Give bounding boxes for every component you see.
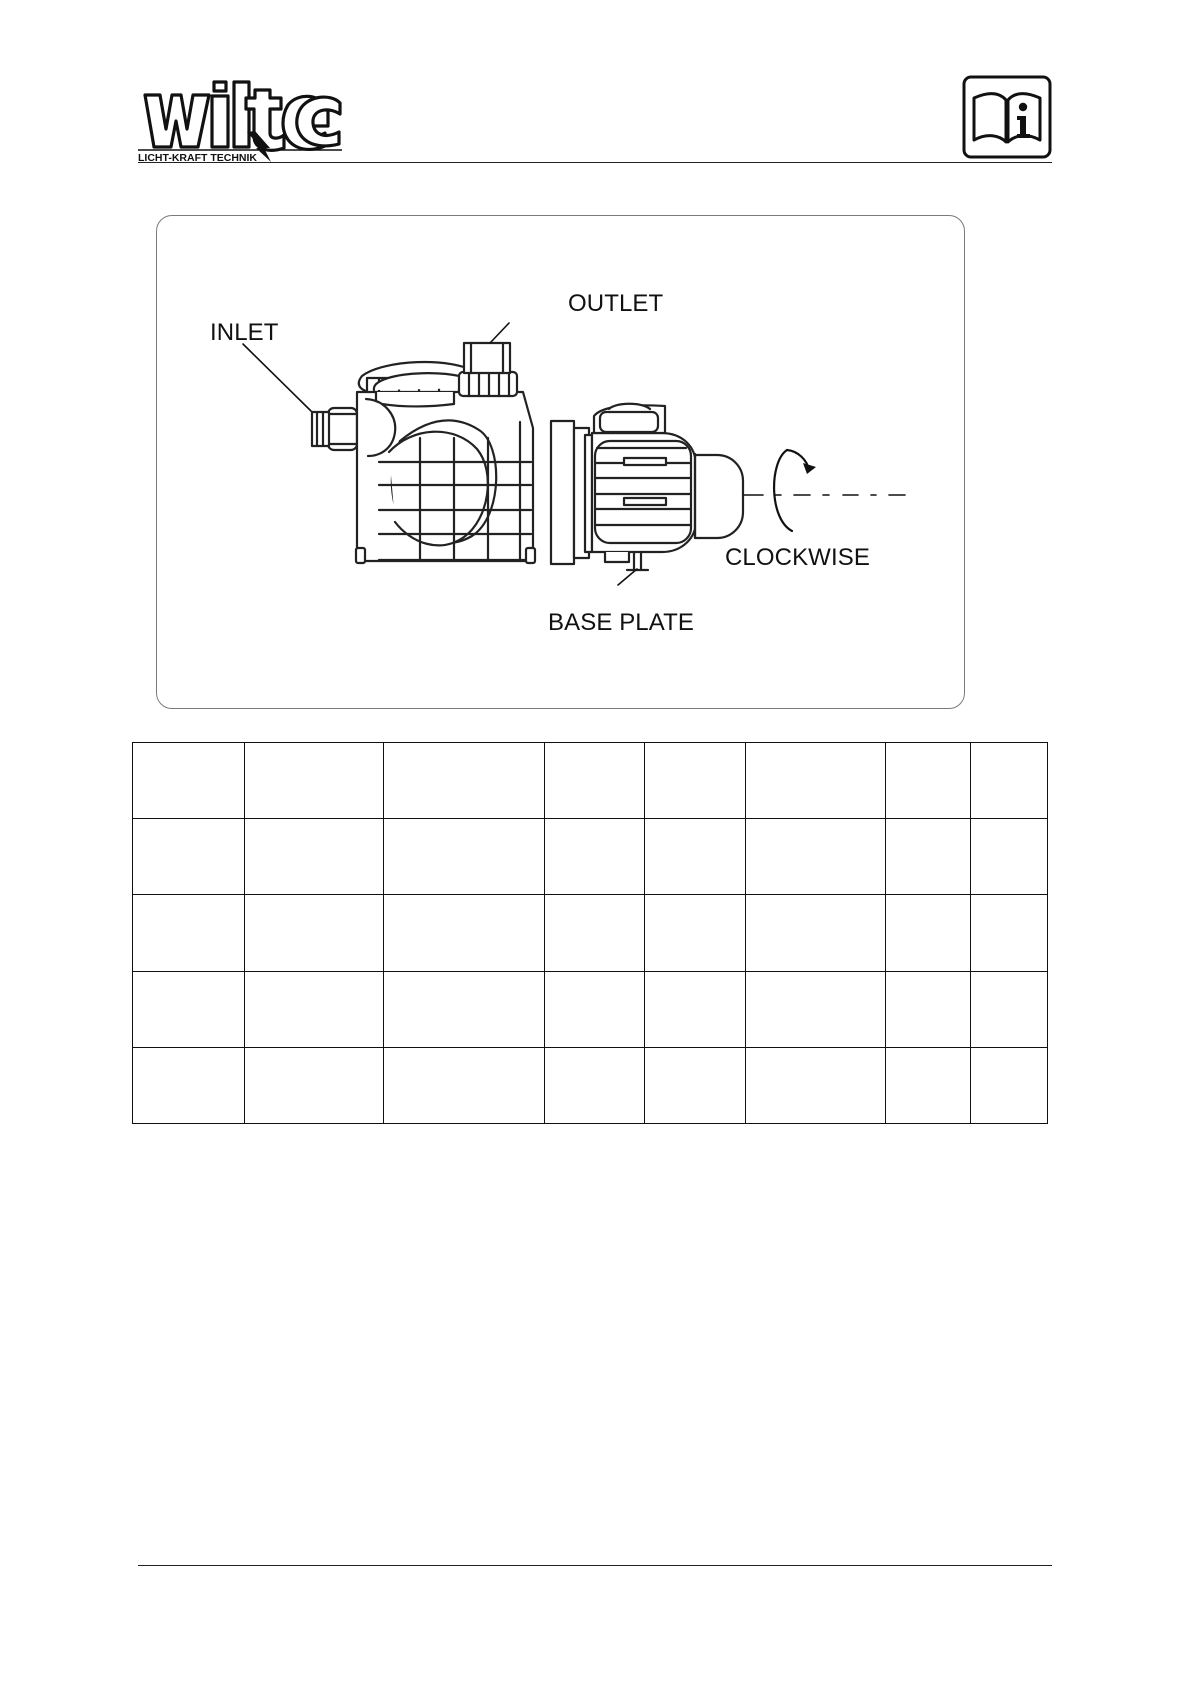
table-cell [886,971,971,1047]
table-cell [245,971,384,1047]
table-cell [886,819,971,895]
table-cell [746,1047,886,1123]
table-cell [384,971,545,1047]
table-cell [545,895,645,971]
table-cell [645,895,746,971]
outlet-label: OUTLET [568,290,664,317]
table-cell [133,971,245,1047]
table-cell [746,971,886,1047]
table-row [133,895,1048,971]
table-cell [133,895,245,971]
table-cell [645,971,746,1047]
table-cell [746,895,886,971]
clockwise-rotation-icon [774,450,816,531]
table-cell [245,895,384,971]
table-cell [971,1047,1048,1123]
instruction-manual-info-icon [962,75,1052,159]
table-cell [645,819,746,895]
brand-tagline: LICHT-KRAFT TECHNIK [138,152,257,164]
table-cell [886,895,971,971]
table-cell [971,743,1048,819]
table-cell [545,819,645,895]
table-cell [133,743,245,819]
wiltec-logo [138,78,343,164]
table-row [133,743,1048,819]
table-cell [971,895,1048,971]
table-cell [545,743,645,819]
table-cell [645,743,746,819]
header-rule [138,162,1052,163]
page-header [138,78,1052,164]
table-cell [645,1047,746,1123]
table-cell [384,1047,545,1123]
table-row [133,971,1048,1047]
table-cell [971,971,1048,1047]
table-cell [886,743,971,819]
table-cell [545,971,645,1047]
table-cell [886,1047,971,1123]
table-row [133,819,1048,895]
table-cell [245,743,384,819]
clockwise-label: CLOCKWISE [725,544,870,571]
table-cell [245,819,384,895]
table-cell [133,1047,245,1123]
base-plate-label: BASE PLATE [548,609,694,636]
footer-rule [138,1565,1052,1566]
table-cell [746,743,886,819]
table-cell [245,1047,384,1123]
table-cell [133,819,245,895]
table-cell [746,819,886,895]
inlet-label: INLET [210,319,279,346]
table-cell [384,819,545,895]
empty-specification-table [132,742,1048,1124]
table-cell [545,1047,645,1123]
table-cell [971,819,1048,895]
table-cell [384,743,545,819]
table-row [133,1047,1048,1123]
pump-installation-diagram [156,215,965,709]
table-cell [384,895,545,971]
